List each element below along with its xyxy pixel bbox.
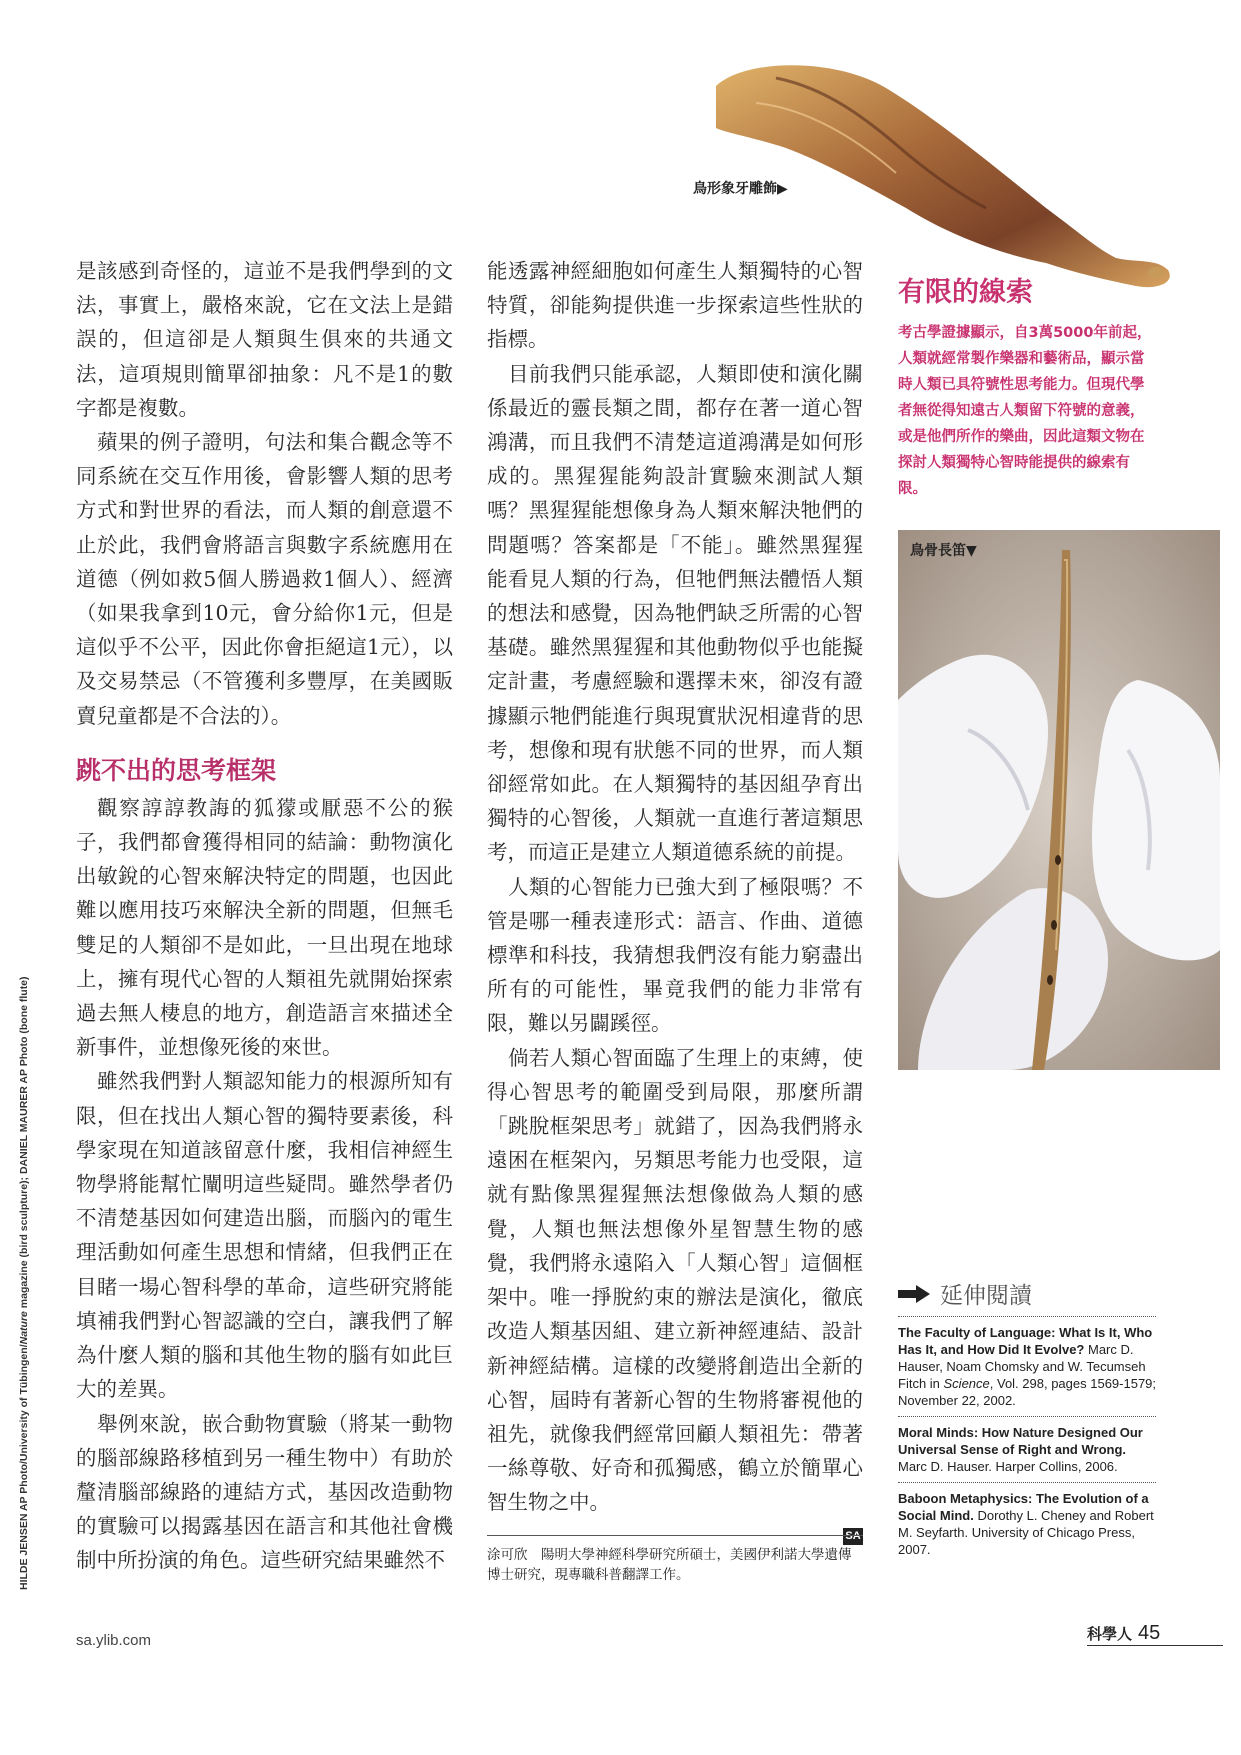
sidebar-title: 有限的線索 xyxy=(898,277,1033,308)
page-footer xyxy=(1087,1622,1223,1646)
arrow-right-icon xyxy=(898,1285,930,1303)
reference-item xyxy=(898,1317,1156,1417)
article-column-right xyxy=(487,254,863,1545)
site-url: sa.ylib.com xyxy=(76,1632,152,1649)
paragraph: 能透露神經細胞如何產生人類獨特的心智特質，卻能夠提供進一步探索這些性狀的指標。 xyxy=(487,259,863,352)
credit-italic: Nature xyxy=(18,1311,30,1345)
paragraph: 人類的心智能力已強大到了極限嗎？不管是哪一種表達形式：語言、作曲、道德標準和科技，我猜想我們沒有能力窮盡出所有的可能性，畢竟我們的能力非常有限，難以另闢蹊徑。 xyxy=(487,874,863,1036)
reference-item xyxy=(898,1417,1156,1483)
translator-note: 涂可欣 陽明大學神經科學研究所碩士，美國伊利諾大學遺傳博士研究，現專職科普翻譯工作。 xyxy=(487,1535,863,1585)
reference-title: The Faculty of Language: What Is It, Who Has It, and How Did It Evolve? xyxy=(898,1325,1153,1357)
paragraph: 蘋果的例子證明，句法和集合觀念等不同系統在交互作用後，會影響人類的思考方式和對世界的看法，而人類的創意還不止於此，我們會將語言與數字系統應用在道德（例如救5個人勝過救1個人）、經濟（如果我拿到10元，會分給你1元，但是這似乎不公平，因此你會拒絕這1元），以及交易禁忌（不管獲利多豐厚，在美國販賣兒童都是不合法的）。 xyxy=(76,430,453,728)
flute-caption: 鳥骨長笛▼ xyxy=(910,543,977,559)
magazine-name: 科學人 xyxy=(1087,1625,1133,1643)
section-heading: 跳不出的思考框架 xyxy=(76,755,277,785)
bone-flute-photo xyxy=(898,530,1220,1070)
paragraph: 舉例來說，嵌合動物實驗（將某一動物的腦部線路移植到另一種生物中）有助於釐清腦部線路的連結方式，基因改造動物的實驗可以揭露基因在語言和其他社會機制中所扮演的角色。這些研究結果雖然不 xyxy=(76,1411,453,1573)
sa-logo: SA xyxy=(843,1528,863,1545)
reference-detail: , Vol. 298, pages 1569-1579; November 22, 2002. xyxy=(898,1376,1157,1408)
reference-item xyxy=(898,1483,1156,1565)
paragraph: 倘若人類心智面臨了生理上的束縛，使得心智思考的範圍受到局限，那麼所謂「跳脫框架思考」就錯了，因為我們將永遠困在框架內，另類思考能力也受限，這就有點像黑猩猩無法想像做為人類的感覺，人類也無法想像外星智慧生物的感覺，我們將永遠陷入「人類心智」這個框架中。唯一掙脫約束的辦法是演化，徹底改造人類基因組、建立新神經連結、設計新神經結構。這樣的改變將創造出全新的心智，屆時有著新心智的生物將審視他的祖先，就像我們經常回顧人類祖先：帶著一絲尊敬、好奇和孤獨感，鶴立於簡單心智生物之中。 xyxy=(487,1045,863,1515)
further-reading-title: 延伸閱讀 xyxy=(940,1283,1032,1309)
reference-title: Moral Minds: How Nature Designed Our Universal Sense of Right and Wrong. xyxy=(898,1425,1143,1457)
article-column-left xyxy=(76,254,453,1578)
reference-detail: Marc D. Hauser, Noam Chomsky and W. Tecumseh Fitch in xyxy=(898,1342,1146,1391)
further-reading xyxy=(898,1277,1156,1565)
paragraph: 是該感到奇怪的，這並不是我們學到的文法，事實上，嚴格來說，它在文法上是錯誤的，但這卻是人類與生俱來的共通文法，這項規則簡單卻抽象：凡不是1的數字都是複數。 xyxy=(76,259,453,420)
credit-part: magazine (bird sculpture); DANIEL MAURER AP Photo (bone flute) xyxy=(18,976,30,1312)
paragraph: 目前我們只能承認，人類即使和演化關係最近的靈長類之間，都存在著一道心智鴻溝，而且我們不清楚這道鴻溝是如何形成的。黑猩猩能夠設計實驗來測試人類嗎？黑猩猩能想像身為人類來解決牠們的問題嗎？答案都是「不能」。雖然黑猩猩能看見人類的行為，但牠們無法體悟人類的想法和感覺，因為牠們缺乏所需的心智基礎。雖然黑猩猩和其他動物似乎也能擬定計畫，考慮經驗和選擇未來，卻沒有證據顯示牠們能進行與現實狀況相違背的思考，想像和現有狀態不同的世界，而人類卻經常如此。在人類獨特的基因組孕育出獨特的心智後，人類就一直進行著這類思考，而這正是建立人類道德系統的前提。 xyxy=(487,361,863,865)
reference-title: Baboon Metaphysics: The Evolution of a Social Mind. xyxy=(898,1491,1149,1523)
reference-journal: Science xyxy=(943,1376,990,1391)
sidebar-body: 考古學證據顯示，自3萬5000年前起，人類就經常製作樂器和藝術品，顯示當時人類已具符號性思考能力。但現代學者無從得知遠古人類留下符號的意義，或是他們所作的樂曲，因此這類文物在探討人類獨特心智時能提供的線索有限。 xyxy=(898,325,1152,497)
paragraph: 觀察諄諄教誨的狐獴或厭惡不公的猴子，我們都會獲得相同的結論：動物演化出敏銳的心智來解決特定的問題，也因此難以應用技巧來解決全新的問題，但無毛雙足的人類卻不是如此，一旦出現在地球上，擁有現代心智的人類祖先就開始探索過去無人棲息的地方，創造語言來描述全新事件，並想像死後的來世。 xyxy=(76,795,453,1060)
page-number: 45 xyxy=(1138,1622,1161,1644)
bird-caption: 鳥形象牙雕飾▶ xyxy=(693,181,788,197)
further-reading-header xyxy=(898,1277,1156,1317)
photo-credit xyxy=(18,976,30,1590)
paragraph: 雖然我們對人類認知能力的根源所知有限，但在找出人類心智的獨特要素後，科學家現在知道該留意什麼，我相信神經生物學將能幫忙闡明這些疑問。雖然學者仍不清楚基因如何建造出腦，而腦內的電生理活動如何產生思想和情緒，但我們正在目睹一場心智科學的革命，這些研究將能填補我們對心智認識的空白，讓我們了解為什麼人類的腦和其他生物的腦有如此巨大的差異。 xyxy=(76,1069,453,1402)
credit-part: HILDE JENSEN AP Photo/University of Tübingen/ xyxy=(18,1344,30,1590)
reference-detail: Marc D. Hauser. Harper Collins, 2006. xyxy=(898,1459,1118,1474)
reference-detail: Dorothy L. Cheney and Robert M. Seyfarth. University of Chicago Press, 2007. xyxy=(898,1508,1154,1557)
bone-flute-illustration xyxy=(898,530,1220,1070)
